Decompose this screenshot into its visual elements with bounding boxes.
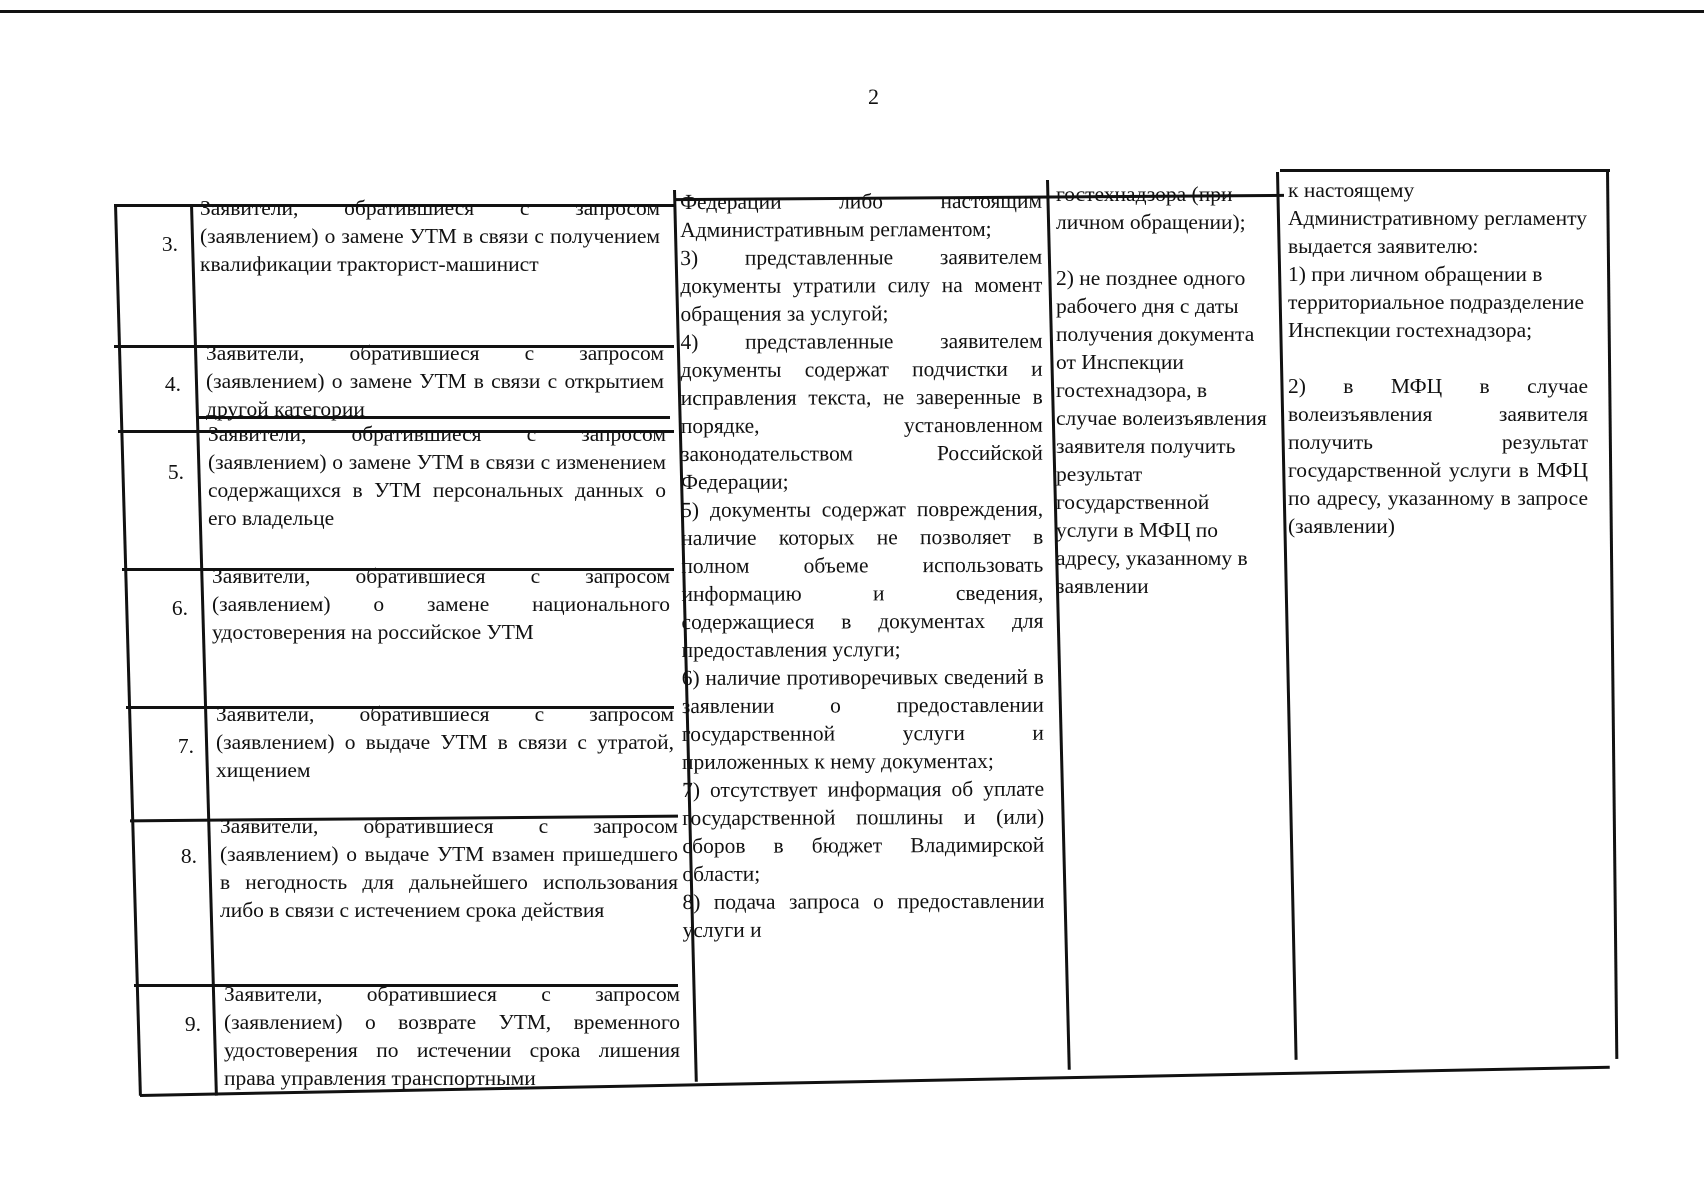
refusal-grounds-cell (680, 187, 1045, 1068)
applicant-category-cell: Заявители, обратившиеся с запросом (заявлением) о замене УТМ в связи с изменением содержащихся в УТМ персональных данных о его владельце (208, 422, 666, 530)
row-number: 4. (164, 372, 181, 396)
grounds-item: 6) наличие противоречивых сведений в заявлении о предоставлении государственной услуги и приложенных к нему документах; (681, 664, 1044, 774)
row-number: 6. (171, 596, 188, 620)
col-border-right (1606, 169, 1618, 1059)
applicant-category-cell: Заявители, обратившиеся с запросом (заявлением) о замене национального удостоверения на российское УТМ (212, 564, 670, 644)
row-number: 5. (167, 460, 184, 484)
table-top-border-right (1280, 169, 1610, 172)
grounds-item: 8) подача запроса о предоставлении услуги и (682, 888, 1045, 942)
result-method-cell (1288, 176, 1588, 1056)
applicant-category-cell: Заявители, обратившиеся с запросом (заявлением) о замене УТМ в связи с получением квалификации тракторист-машинист (200, 196, 660, 276)
method-item: к настоящему Административному регламенту выдается заявителю: (1288, 178, 1587, 258)
grounds-item: Федерации либо настоящим Административным регламентом; (680, 188, 1043, 242)
applicant-category-cell: Заявители, обратившиеся с запросом (заявлением) о замене УТМ в связи с открытием другой категории (206, 341, 664, 421)
applicant-category-cell: Заявители, обратившиеся с запросом (заявлением) о выдаче УТМ в связи с утратой, хищением (216, 702, 674, 782)
applicant-category-cell: Заявители, обратившиеся с запросом (заявлением) о возврате УТМ, временного удостоверения по истечении срока лишения права управления транспортными (224, 982, 680, 1090)
grounds-item: 3) представленные заявителем документы утратили силу на момент обращения за услугой; (680, 244, 1043, 326)
row-number: 7. (177, 734, 194, 758)
term-cell (1056, 180, 1272, 1060)
grounds-item: 5) документы содержат повреждения, наличие которых не позволяет в полном объеме использовать информацию и сведения, содержащиеся в документах для предоставления услуги; (681, 496, 1044, 662)
method-item: 1) при личном обращении в территориальное подразделение Инспекции гостехнадзора; (1288, 262, 1585, 342)
method-item: 2) в МФЦ в случае волеизъявления заявителя получить результат государственной услуги в МФЦ по адресу, указанному в запросе (заявлении) (1288, 374, 1588, 538)
term-item: 2) не позднее одного рабочего дня с даты получения документа от Инспекции гостехнадзора, в случае волеизъявления заявителя получить результат государственной услуги в МФЦ по адресу, указанному в заявлении (1056, 266, 1267, 598)
term-item: гостехнадзора (при личном обращении); (1056, 182, 1246, 234)
applicant-category-cell: Заявители, обратившиеся с запросом (заявлением) о выдаче УТМ взамен пришедшего в негодность для дальнейшего использования либо в связи с истечением срока действия (220, 814, 678, 922)
grounds-item: 4) представленные заявителем документы содержат подчистки и исправления текста, не заверенные в порядке, установленном законодательством Российской Федерации; (680, 328, 1043, 494)
grounds-item: 7) отсутствует информация об уплате государственной пошлины и (или) сборов в бюджет Владимирской области; (682, 776, 1045, 886)
row-number: 3. (161, 232, 178, 256)
row-number: 9. (184, 1012, 201, 1036)
page-number: 2 (868, 84, 879, 109)
col-border-left (114, 204, 142, 1096)
row-number: 8. (180, 844, 197, 868)
